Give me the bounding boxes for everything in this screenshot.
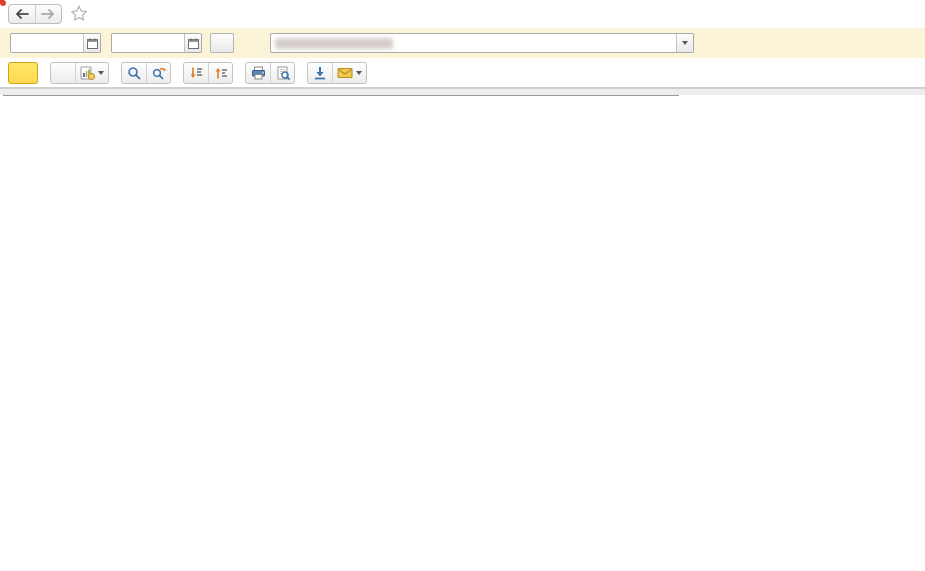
toolbar-separator [0, 88, 925, 95]
report-variant-icon [80, 66, 95, 80]
search-group [121, 62, 171, 84]
date-to-calendar-button[interactable] [184, 34, 201, 52]
date-from-calendar-button[interactable] [83, 34, 100, 52]
back-button[interactable] [9, 5, 35, 23]
report-toolbar [0, 58, 925, 88]
save-download-icon [313, 66, 327, 80]
mail-icon [337, 67, 353, 79]
printer-icon [251, 66, 266, 80]
generate-button[interactable] [8, 62, 38, 84]
filter-bar [0, 28, 925, 58]
print-preview-icon [276, 66, 290, 80]
settings-group [50, 62, 109, 84]
top-bar [0, 0, 925, 28]
chevron-down-icon [98, 71, 104, 75]
search-repeat-icon [151, 66, 166, 80]
calendar-icon [188, 38, 199, 49]
send-mail-button[interactable] [332, 63, 366, 83]
grouping-group [183, 62, 233, 84]
period-more-button[interactable] [210, 33, 234, 53]
date-from-input[interactable] [11, 34, 83, 52]
print-group [245, 62, 295, 84]
report-variants-button[interactable] [75, 63, 108, 83]
find-button[interactable] [122, 63, 146, 83]
calendar-icon [87, 38, 98, 49]
date-to-field [111, 33, 202, 53]
nav-button-group [8, 4, 62, 24]
find-next-button[interactable] [146, 63, 170, 83]
collapse-groups-icon [189, 66, 203, 80]
report-grid [3, 95, 679, 96]
print-preview-button[interactable] [270, 63, 294, 83]
collapse-groups-button[interactable] [184, 63, 208, 83]
expand-groups-icon [214, 66, 228, 80]
forward-button[interactable] [35, 5, 62, 23]
save-file-button[interactable] [308, 63, 332, 83]
settings-button[interactable] [51, 63, 75, 83]
organization-value-redacted [275, 38, 393, 49]
chevron-down-icon [356, 71, 362, 75]
organization-dropdown-button[interactable] [676, 34, 693, 52]
date-to-input[interactable] [112, 34, 184, 52]
favorite-star-button[interactable] [68, 3, 90, 25]
search-icon [127, 66, 141, 80]
forward-arrow-icon [41, 9, 55, 19]
back-arrow-icon [15, 9, 29, 19]
print-button[interactable] [246, 63, 270, 83]
export-group [307, 62, 367, 84]
chevron-down-icon [682, 41, 688, 45]
star-icon [69, 4, 89, 24]
organization-combo[interactable] [270, 33, 694, 53]
date-from-field [10, 33, 101, 53]
expand-groups-button[interactable] [208, 63, 232, 83]
